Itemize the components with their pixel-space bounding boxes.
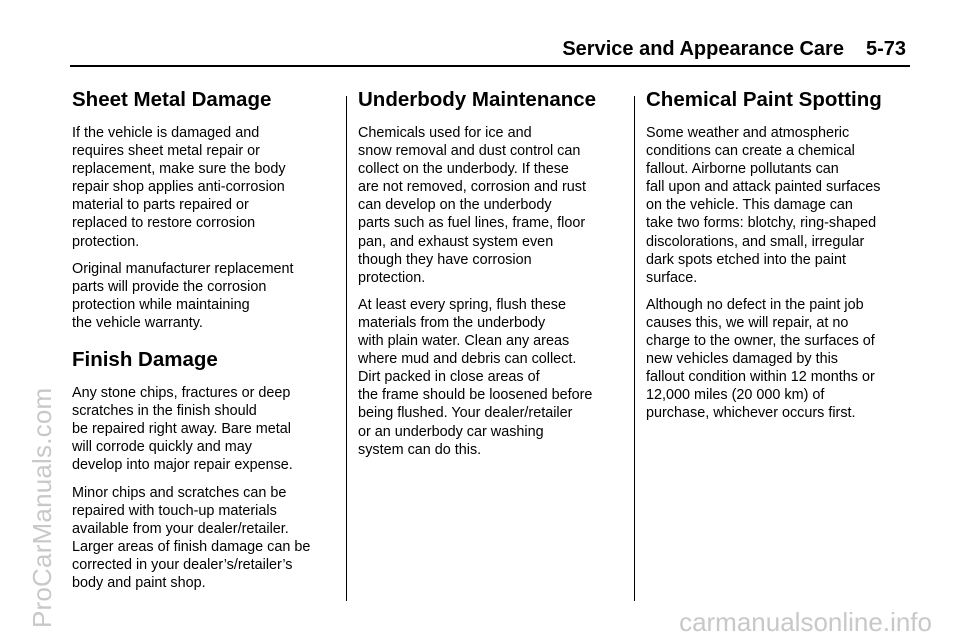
heading-sheet-metal-damage: Sheet Metal Damage (72, 88, 272, 111)
paragraph: Any stone chips, fractures or deep scratches in the finish should be repaired right away. Bare metal will corrode quickly and may develop into major repair expense. (72, 385, 293, 474)
section-title: Service and Appearance Care (562, 38, 844, 60)
page-number: 5-73 (865, 38, 906, 60)
column-3 (646, 86, 916, 432)
paragraph: Some weather and atmospheric conditions can create a chemical fallout. Airborne pollutants can fall upon and attack painted surfaces on the vehicle. This damage can take two forms: blotchy, ring-shaped discolorations, and small, irregular dark spots etched into the paint surface. (646, 125, 881, 286)
paragraph: If the vehicle is damaged and requires sheet metal repair or replacement, make sure the body repair shop applies anti-corrosion material to parts repaired or replaced to restore corrosion protection. (72, 125, 286, 250)
bottom-watermark: carmanualsonline.info (679, 607, 932, 637)
heading-chemical-paint-spotting: Chemical Paint Spotting (646, 88, 882, 111)
header-rule (70, 65, 910, 67)
column-1 (72, 86, 342, 601)
column-2 (358, 86, 628, 468)
page-header (562, 38, 906, 61)
column-divider (634, 96, 635, 601)
paragraph: Chemicals used for ice and snow removal and dust control can collect on the underbody. If these are not removed, corrosion and rust can develop on the underbody parts such as fuel lines, frame, floor pan, and exhaust system even though they have corrosion protection. (358, 125, 586, 286)
paragraph: Minor chips and scratches can be repaired with touch-up materials available from your dealer/retailer. Larger areas of finish damage can be corrected in your dealer’s/retailer’s body and paint shop. (72, 484, 311, 591)
paragraph: At least every spring, flush these materials from the underbody with plain water. Clean any areas where mud and debris can collect. Dirt packed in close areas of the frame should be loosened before being flushed. Your dealer/retailer or an underbody car washing system can do this. (358, 296, 593, 458)
column-divider (346, 96, 347, 601)
side-watermark: ProCarManuals.com (27, 387, 57, 628)
heading-finish-damage: Finish Damage (72, 348, 218, 372)
paragraph: Although no defect in the paint job causes this, we will repair, at no charge to the owner, the surfaces of new vehicles damaged by this fallout condition within 12 months or 12,000 miles (20 000 km) of purchase, whichever occurs first. (646, 296, 875, 422)
heading-underbody-maintenance: Underbody Maintenance (358, 88, 597, 111)
paragraph: Original manufacturer replacement parts will provide the corrosion protection while maintaining the vehicle warranty. (72, 260, 294, 331)
